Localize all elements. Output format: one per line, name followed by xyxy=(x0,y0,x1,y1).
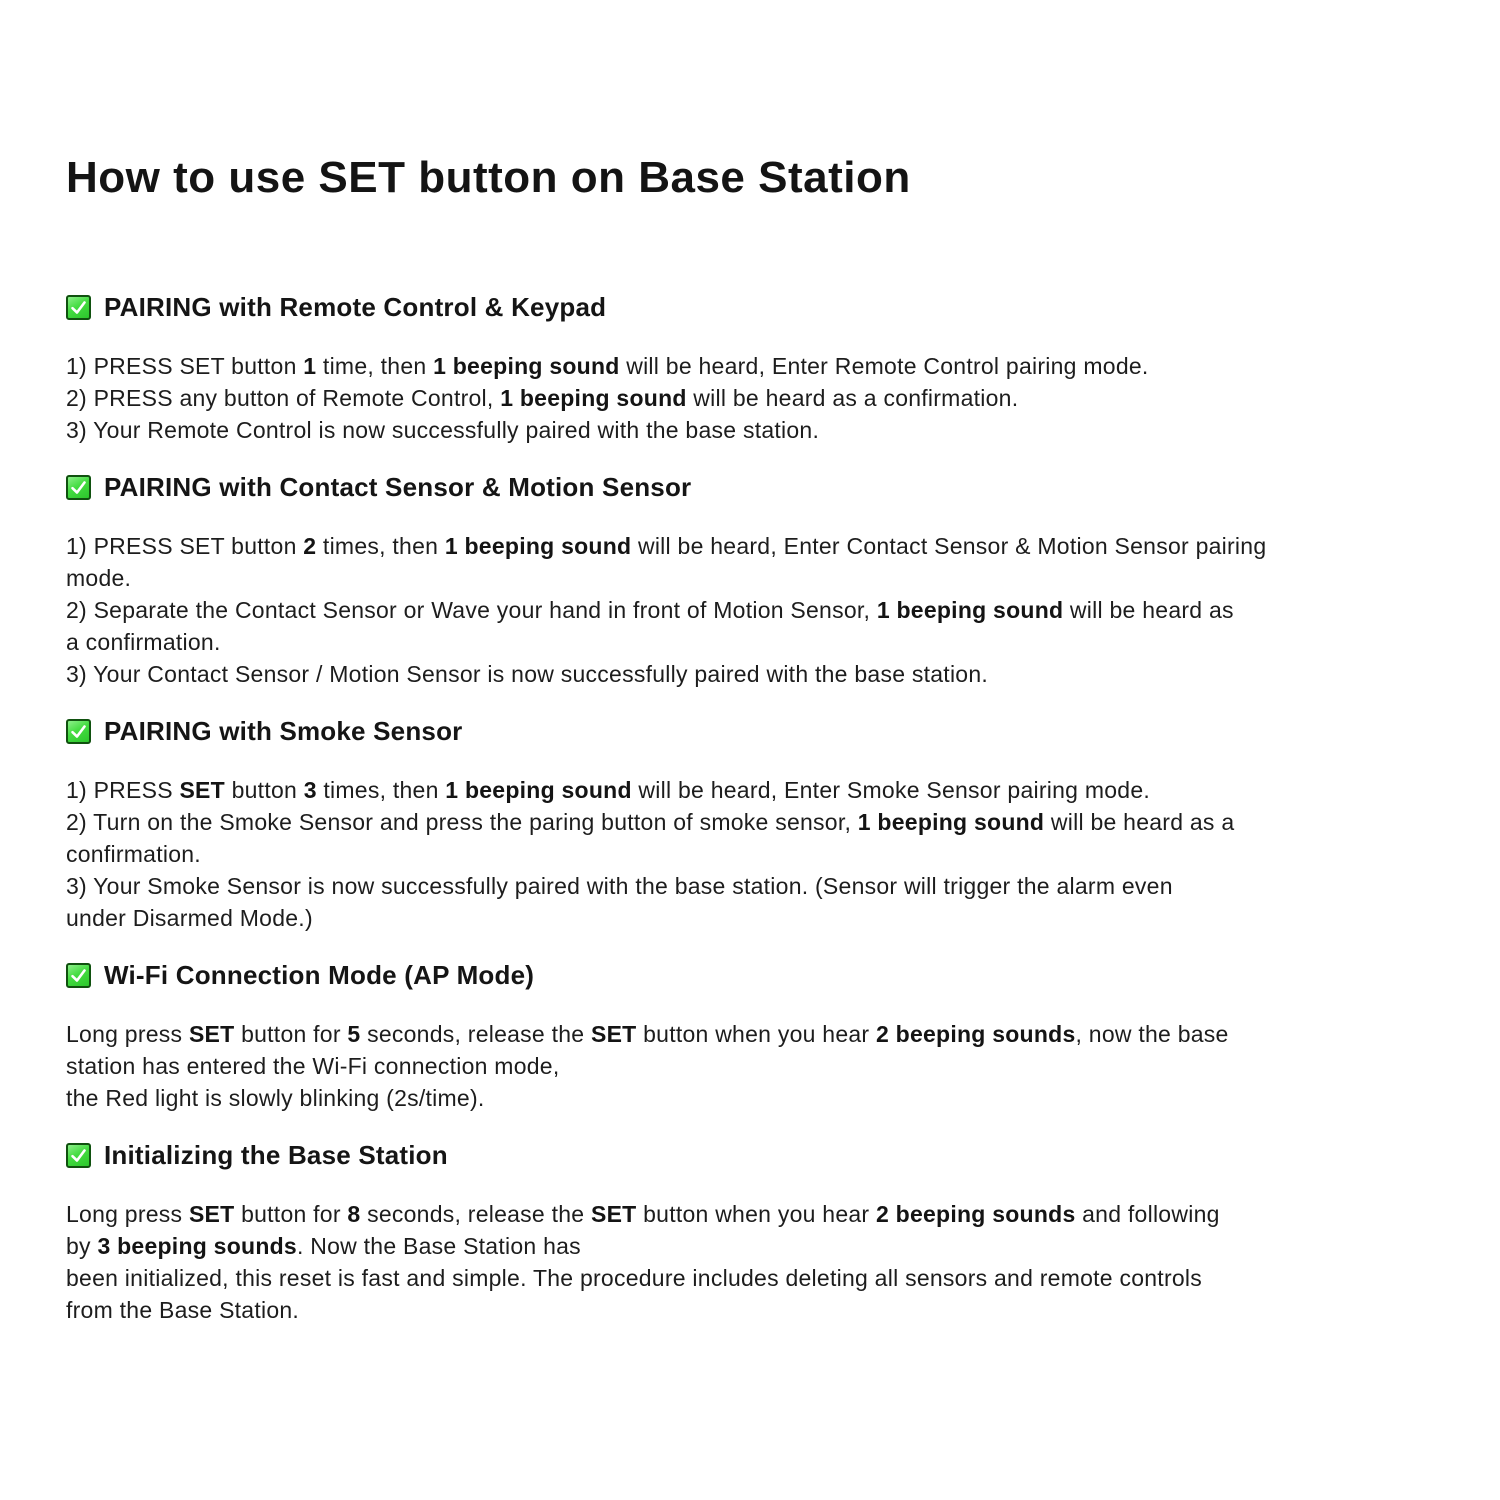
section-heading xyxy=(66,958,1436,992)
section xyxy=(66,958,1436,1114)
section-heading-text: PAIRING with Smoke Sensor xyxy=(104,716,463,746)
paragraph-line: 3) Your Contact Sensor / Motion Sensor is now successfully paired with the base station. xyxy=(66,661,989,687)
page-title: How to use SET button on Base Station xyxy=(66,153,911,202)
paragraph-line: Long press SET button for 5 seconds, release the SET button when you hear 2 beeping sounds, now the base xyxy=(66,1021,1229,1047)
section-body xyxy=(66,1018,1436,1114)
paragraph-line: mode. xyxy=(66,565,132,591)
green-checkbox-icon xyxy=(66,719,91,744)
section xyxy=(66,714,1436,934)
section-heading-text: Initializing the Base Station xyxy=(104,1140,448,1170)
section-body xyxy=(66,530,1436,690)
section-heading xyxy=(66,290,1436,324)
paragraph-line: 3) Your Smoke Sensor is now successfully paired with the base station. (Sensor will trigger the alarm even xyxy=(66,873,1173,899)
section xyxy=(66,470,1436,690)
paragraph-line: the Red light is slowly blinking (2s/time). xyxy=(66,1085,485,1111)
paragraph-line: 1) PRESS SET button 3 times, then 1 beeping sound will be heard, Enter Smoke Sensor pairing mode. xyxy=(66,777,1151,803)
paragraph-line: 1) PRESS SET button 1 time, then 1 beeping sound will be heard, Enter Remote Control pairing mode. xyxy=(66,353,1149,379)
paragraph-line: station has entered the Wi-Fi connection mode, xyxy=(66,1053,560,1079)
paragraph-line: 2) Turn on the Smoke Sensor and press the paring button of smoke sensor, 1 beeping sound will be heard as a xyxy=(66,809,1235,835)
section-heading xyxy=(66,470,1436,504)
paragraph-line: 2) Separate the Contact Sensor or Wave your hand in front of Motion Sensor, 1 beeping sound will be heard as xyxy=(66,597,1234,623)
section xyxy=(66,1138,1436,1326)
section-heading-text: PAIRING with Remote Control & Keypad xyxy=(104,292,607,322)
paragraph-line: Long press SET button for 8 seconds, release the SET button when you hear 2 beeping sounds and following xyxy=(66,1201,1220,1227)
paragraph-line: been initialized, this reset is fast and simple. The procedure includes deleting all sensors and remote controls xyxy=(66,1265,1203,1291)
section-body xyxy=(66,774,1436,934)
paragraph-line: confirmation. xyxy=(66,841,201,867)
green-checkbox-icon xyxy=(66,1143,91,1168)
section-heading-text: PAIRING with Contact Sensor & Motion Sensor xyxy=(104,472,692,502)
green-checkbox-icon xyxy=(66,963,91,988)
green-checkbox-icon xyxy=(66,295,91,320)
paragraph-line: by 3 beeping sounds. Now the Base Station has xyxy=(66,1233,581,1259)
section-heading xyxy=(66,1138,1436,1172)
section-body xyxy=(66,350,1436,446)
section-heading xyxy=(66,714,1436,748)
sections-container xyxy=(66,290,1436,1326)
paragraph-line: 2) PRESS any button of Remote Control, 1 beeping sound will be heard as a confirmation. xyxy=(66,385,1019,411)
paragraph-line: from the Base Station. xyxy=(66,1297,300,1323)
paragraph-line: 1) PRESS SET button 2 times, then 1 beeping sound will be heard, Enter Contact Sensor & Motion Sensor pairing xyxy=(66,533,1267,559)
paragraph-line: under Disarmed Mode.) xyxy=(66,905,313,931)
section xyxy=(66,290,1436,446)
green-checkbox-icon xyxy=(66,475,91,500)
paragraph-line: a confirmation. xyxy=(66,629,221,655)
paragraph-line: 3) Your Remote Control is now successfully paired with the base station. xyxy=(66,417,820,443)
section-heading-text: Wi-Fi Connection Mode (AP Mode) xyxy=(104,960,535,990)
section-body xyxy=(66,1198,1436,1326)
